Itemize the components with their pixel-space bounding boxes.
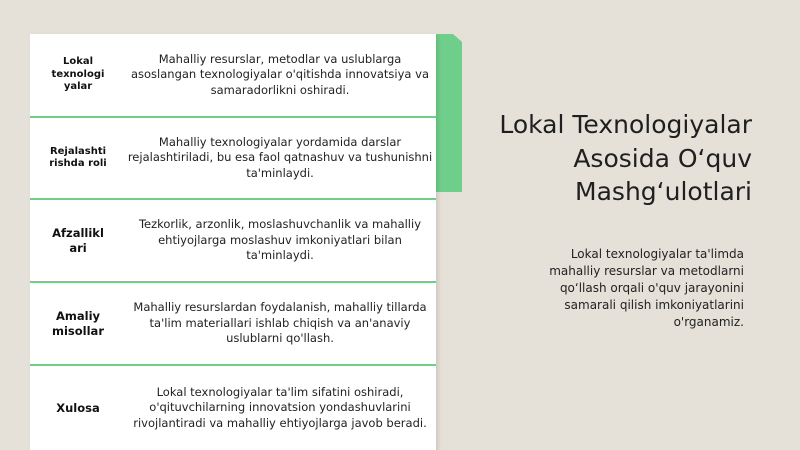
row-label: Amaliy misollar: [52, 309, 104, 338]
row-text: Mahalliy resurslar, metodlar va uslublarga asoslangan texnologiyalar o'qitishda innovatsiya va samaradorlikni oshiradi.: [130, 51, 429, 97]
row-label: Xulosa: [56, 400, 100, 415]
page-description: Lokal texnologiyalar ta'limda mahalliy resurslar va metodlarni qo‘llash orqali o'quv jarayonini samarali qilish imkoniyatlarini o'rganamiz.: [549, 247, 744, 330]
row-label: Afzallikl ari: [52, 226, 104, 255]
page-title: Lokal Texnologiyalar Asosida O‘quv Mashg‘ulotlari: [499, 110, 752, 206]
row-label: Rejalashti rishda roli: [49, 145, 107, 169]
table-row: [30, 34, 436, 118]
row-text: Lokal texnologiyalar ta'lim sifatini oshiradi, o'qituvchilarning innovatsion yondashuvlarini rivojlantiradi va mahalliy ehtiyojlarga javob beradi.: [133, 384, 427, 430]
row-text: Tezkorlik, arzonlik, moslashuvchanlik va mahalliy ehtiyojlarga moslashuv imkoniyatlari bilan ta'minlaydi.: [138, 217, 422, 263]
table-row: [30, 200, 436, 283]
topics-table: [30, 34, 436, 450]
table-row: [30, 118, 436, 200]
table-row: [30, 283, 436, 366]
table-row: [30, 366, 436, 450]
row-text: Mahalliy resurslardan foydalanish, mahalliy tillarda ta'lim materiallari ishlab chiqish va an'anaviy uslublarni qo'llash.: [133, 300, 427, 346]
row-label: Lokal texnologi yalar: [51, 56, 105, 93]
row-text: Mahalliy texnologiyalar yordamida darslar rejalashtiriladi, bu esa faol qatnashuv va tushunishni ta'minlaydi.: [127, 134, 433, 180]
